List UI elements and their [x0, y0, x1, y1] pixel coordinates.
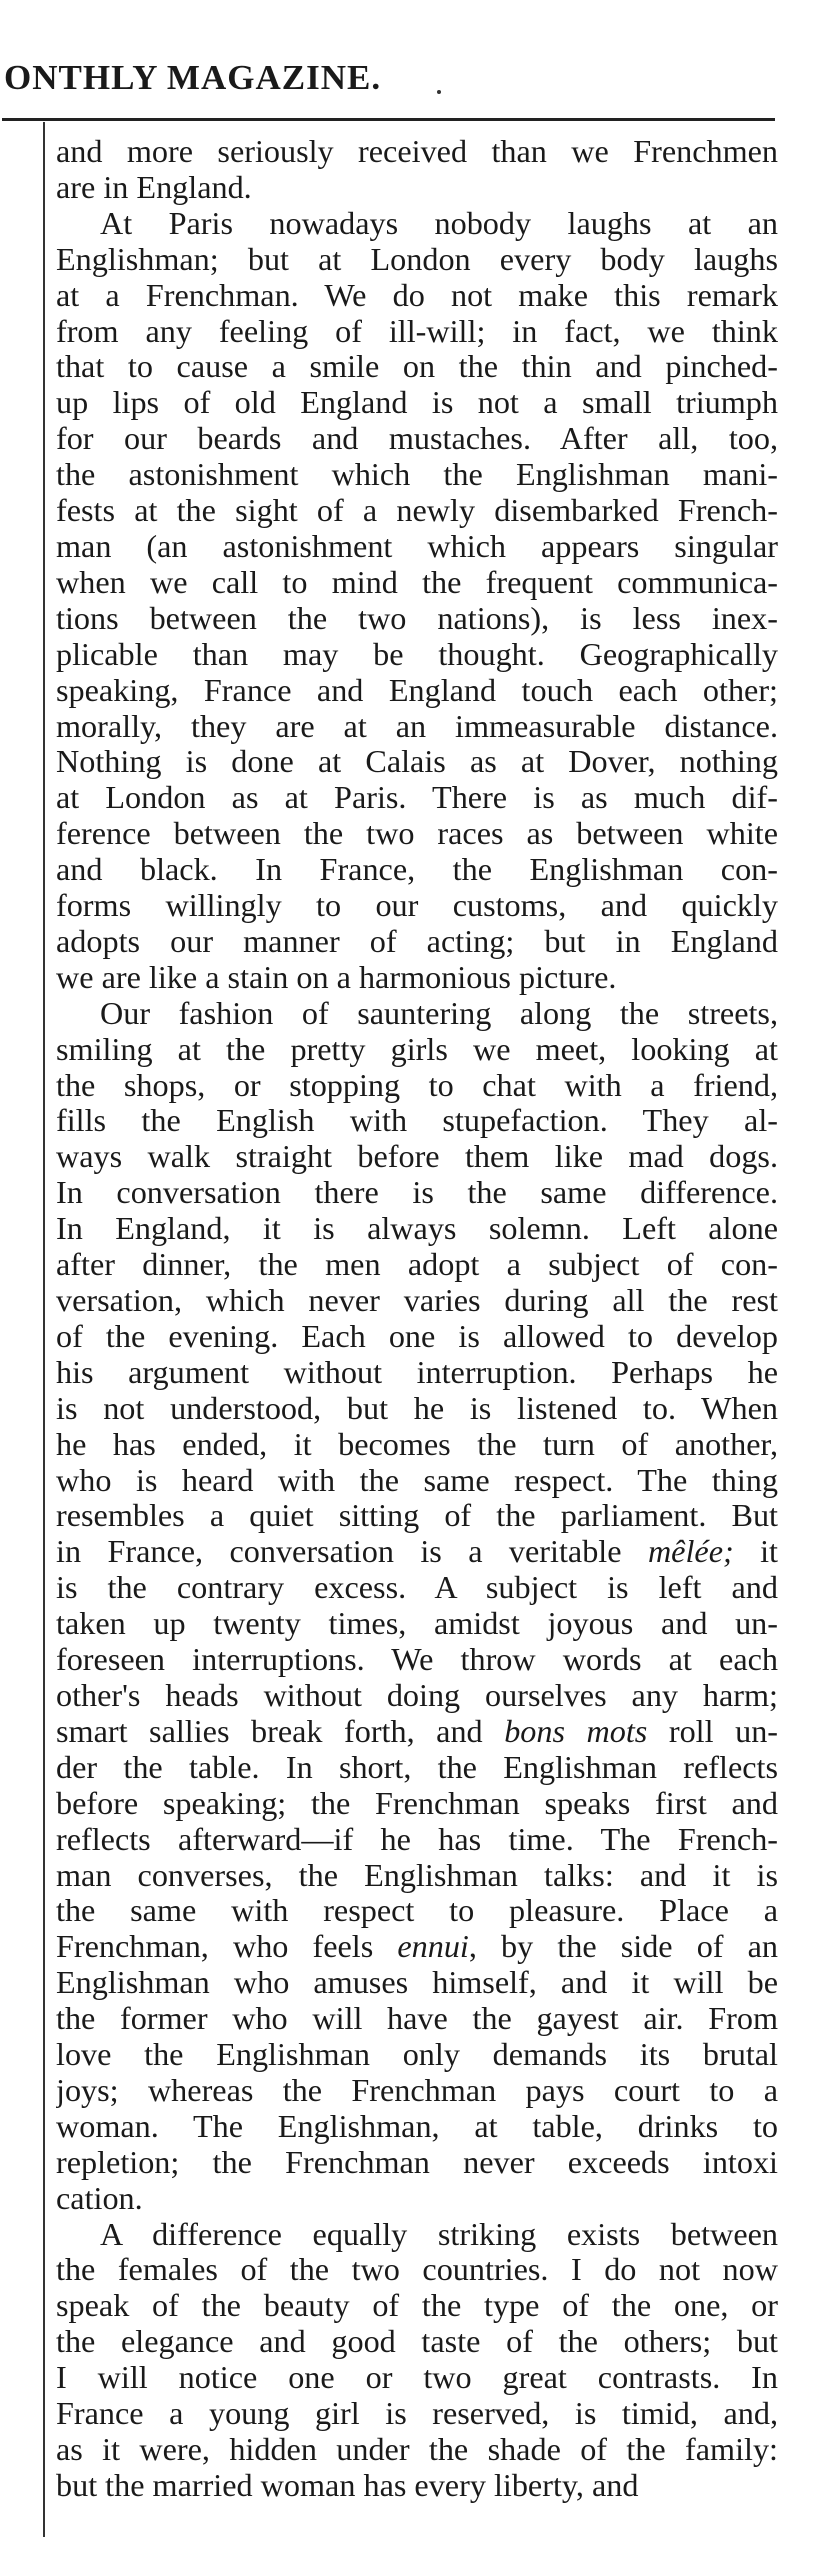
text-line: plicable than may be thought. Geographically: [56, 636, 778, 672]
text-line: der the table. In short, the Englishman reflects: [56, 1749, 778, 1785]
text-line: I will notice one or two great contrasts. In: [56, 2360, 778, 2396]
text-line: from any feeling of ill-will; in fact, we think: [56, 313, 778, 349]
text-line: foreseen interruptions. We throw words at each: [56, 1642, 778, 1678]
page-header: [0, 52, 840, 122]
text-line: the astonishment which the Englishman mani-: [56, 457, 778, 493]
text-line: at London as at Paris. There is as much dif-: [56, 780, 778, 816]
text-line: when we call to mind the frequent communica-: [56, 564, 778, 600]
text-line: the females of the two countries. I do not now: [56, 2252, 778, 2288]
header-rule: [2, 118, 775, 121]
paragraph-4: [56, 2217, 778, 2504]
header-dot: [437, 90, 441, 94]
paragraph-2: [56, 206, 778, 996]
text-line: Nothing is done at Calais as at Dover, nothing: [56, 744, 778, 780]
text-line: and black. In France, the Englishman con-: [56, 852, 778, 888]
text-line: and more seriously received than we Frenchmen: [56, 134, 778, 169]
text-line: versation, which never varies during all the rest: [56, 1283, 778, 1318]
text-line: speaking, France and England touch each other;: [56, 672, 778, 708]
text-line: At Paris nowadays nobody laughs at an: [100, 205, 778, 241]
text-line: taken up twenty times, amidst joyous and un-: [56, 1606, 778, 1642]
text-line: A difference equally striking exists between: [100, 2216, 778, 2252]
text-line: In conversation there is the same difference.: [56, 1175, 778, 1211]
text-line: smiling at the pretty girls we meet, looking at: [56, 1031, 778, 1067]
text-line: ference between the two races as between white: [56, 816, 778, 852]
text-line: we are like a stain on a harmonious picture.: [56, 959, 617, 995]
text-line: woman. The Englishman, at table, drinks to: [56, 2108, 778, 2144]
text-line: man converses, the Englishman talks: and it is: [56, 1857, 778, 1893]
text-line: reflects afterward—if he has time. The French-: [56, 1821, 778, 1857]
text-line: that to cause a smile on the thin and pinched-: [56, 349, 778, 385]
text-line: morally, they are at an immeasurable distance.: [56, 708, 778, 744]
text-line: tions between the two nations), is less inex-: [56, 600, 778, 636]
article-body: [56, 134, 778, 2504]
text-line: at a Frenchman. We do not make this remark: [56, 277, 778, 313]
column-rule: [43, 122, 45, 2537]
text-line: smart sallies break forth, and bons mots roll un-: [56, 1713, 778, 1749]
text-line: man (an astonishment which appears singular: [56, 528, 778, 564]
text-line: he has ended, it becomes the turn of another,: [56, 1426, 778, 1462]
text-line: is the contrary excess. A subject is left and: [56, 1570, 778, 1606]
text-line: as it were, hidden under the shade of the family:: [56, 2432, 778, 2467]
text-line: his argument without interruption. Perhaps he: [56, 1354, 778, 1390]
text-line: up lips of old England is not a small triumph: [56, 385, 778, 421]
text-line: fills the English with stupefaction. They al-: [56, 1103, 778, 1139]
text-line: but the married woman has every liberty, and: [56, 2467, 639, 2503]
text-line: In England, it is always solemn. Left alone: [56, 1211, 778, 1247]
text-line: France a young girl is reserved, is timid, and,: [56, 2396, 778, 2432]
paragraph-1: [56, 134, 778, 206]
text-line: who is heard with the same respect. The thing: [56, 1462, 778, 1498]
running-title: ONTHLY MAGAZINE.: [4, 58, 382, 97]
text-line: the former who will have the gayest air. From: [56, 2001, 778, 2037]
text-line: the shops, or stopping to chat with a friend,: [56, 1067, 778, 1103]
text-line: is not understood, but he is listened to. When: [56, 1390, 778, 1426]
text-line: the same with respect to pleasure. Place a: [56, 1893, 778, 1929]
text-line: Our fashion of sauntering along the streets,: [100, 995, 778, 1031]
text-line: after dinner, the men adopt a subject of con-: [56, 1247, 778, 1283]
paragraph-3: [56, 996, 778, 2217]
text-line: of the evening. Each one is allowed to develop: [56, 1318, 778, 1354]
text-line: Englishman; but at London every body laughs: [56, 241, 778, 277]
text-line: the elegance and good taste of the others; but: [56, 2324, 778, 2360]
text-line: adopts our manner of acting; but in England: [56, 923, 778, 959]
text-line: before speaking; the Frenchman speaks first and: [56, 1785, 778, 1821]
text-line: repletion; the Frenchman never exceeds intoxi: [56, 2144, 778, 2180]
text-line: fests at the sight of a newly disembarked French-: [56, 493, 778, 529]
text-line: joys; whereas the Frenchman pays court to a: [56, 2072, 778, 2108]
text-line: for our beards and mustaches. After all, too,: [56, 421, 778, 457]
text-line: love the Englishman only demands its brutal: [56, 2037, 778, 2073]
text-line: in France, conversation is a veritable mêlée; it: [56, 1534, 778, 1570]
text-line: Frenchman, who feels ennui, by the side of an: [56, 1929, 778, 1965]
text-line: cation.: [56, 2180, 143, 2216]
text-line: forms willingly to our customs, and quickly: [56, 888, 778, 924]
text-line: other's heads without doing ourselves any harm;: [56, 1677, 778, 1713]
text-line: Englishman who amuses himself, and it will be: [56, 1965, 778, 2001]
text-line: speak of the beauty of the type of the one, or: [56, 2288, 778, 2324]
text-line: are in England.: [56, 169, 252, 205]
text-line: ways walk straight before them like mad dogs.: [56, 1139, 778, 1175]
text-line: resembles a quiet sitting of the parliament. But: [56, 1498, 778, 1534]
